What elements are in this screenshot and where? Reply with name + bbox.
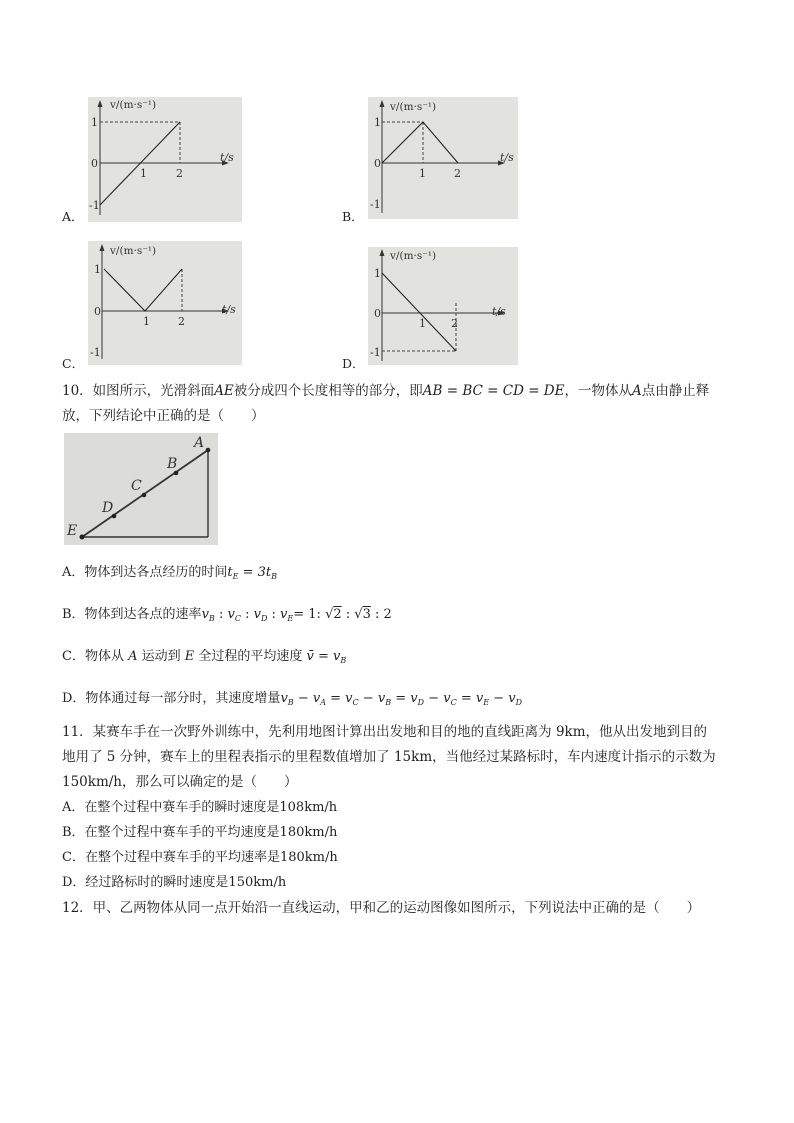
svg-text:0: 0	[91, 157, 98, 170]
svg-text:0: 0	[374, 307, 381, 320]
svg-text:1: 1	[140, 167, 147, 180]
svg-text:-1: -1	[89, 199, 100, 212]
x-axis-label: t/s	[220, 151, 234, 164]
point-d-label: D	[102, 500, 114, 516]
svg-text:t/s: t/s	[492, 305, 506, 318]
point-e-label: E	[67, 523, 78, 539]
svg-text:0: 0	[94, 305, 101, 318]
velocity-line	[382, 273, 456, 351]
graph-d	[368, 247, 518, 365]
svg-text:-1: -1	[90, 346, 101, 359]
svg-text:2: 2	[178, 315, 185, 328]
point-b-label: B	[167, 456, 178, 472]
graph-a	[88, 97, 242, 222]
svg-text:v/(m·s⁻¹): v/(m·s⁻¹)	[390, 250, 437, 262]
q11-stem-line3: 150km/h，那么可以确定的是（ ）	[62, 774, 298, 790]
point-a-label: A	[194, 435, 205, 451]
svg-text:2: 2	[454, 167, 461, 180]
svg-text:1: 1	[94, 263, 101, 276]
q11-option-a[interactable]: A．在整个过程中赛车手的瞬时速度是108km/h	[62, 800, 338, 815]
q11-option-b[interactable]: B．在整个过程中赛车手的平均速度是180km/h	[62, 825, 338, 840]
svg-text:-1: -1	[370, 198, 381, 211]
graph-c	[88, 241, 242, 365]
svg-text:1: 1	[143, 315, 150, 328]
option-a-label: A．	[62, 209, 84, 224]
q11-stem-line1: 11．某赛车手在一次野外训练中，先利用地图计算出出发地和目的地的直线距离为 9km，他从出发地到目的	[62, 724, 708, 740]
svg-text:2: 2	[176, 167, 183, 180]
y-axis-label: v/(m·s⁻¹)	[110, 99, 157, 111]
svg-text:0: 0	[374, 157, 381, 170]
svg-text:1: 1	[419, 167, 426, 180]
svg-text:t/s: t/s	[222, 303, 236, 316]
svg-text:1: 1	[419, 317, 426, 330]
incline-figure	[64, 433, 218, 545]
q10-stem-line1: 10．如图所示，光滑斜面AE被分成四个长度相等的部分，即AB = BC = CD = DE，一物体从A点由静止释	[62, 383, 710, 399]
q11-option-d[interactable]: D．经过路标时的瞬时速度是150km/h	[62, 875, 287, 890]
point-c-label: C	[131, 478, 142, 494]
q11-stem-line2: 地用了 5 分钟，赛车上的里程表指示的里程数值增加了 15km，当他经过某路标时，车内速度计指示的示数为	[62, 749, 716, 765]
svg-text:1: 1	[374, 116, 381, 129]
velocity-line	[382, 122, 458, 163]
q10-option-b[interactable]: B．物体到达各点的速率$v_B$ : $v_C$ : $v_D$ : $v_E= 1$: √2 : √3 : 2	[62, 607, 392, 623]
q10-option-c[interactable]: C．物体从 A 运动到 E 全过程的平均速度 v̄ = $v_B$	[62, 649, 347, 665]
svg-text:v/(m·s⁻¹): v/(m·s⁻¹)	[110, 245, 157, 257]
option-b-label: B．	[342, 209, 364, 224]
option-c-label: C．	[62, 356, 85, 371]
q10-stem-line2: 放，下列结论中正确的是（ ）	[62, 408, 265, 424]
svg-text:-1: -1	[370, 346, 381, 359]
velocity-line	[104, 269, 182, 311]
q10-option-d[interactable]: D．物体通过每一部分时，其速度增量$v_B - v_A = v_C - v_B = v_D - v_C = v_E - v_D$	[62, 691, 523, 707]
option-d-label: D．	[342, 356, 365, 371]
svg-text:1: 1	[91, 116, 98, 129]
svg-text:1: 1	[374, 267, 381, 280]
q10-option-a[interactable]: A．物体到达各点经历的时间$t_E = 3t_B$	[62, 565, 278, 581]
q11-option-c[interactable]: C．在整个过程中赛车手的平均速率是180km/h	[62, 850, 338, 865]
svg-text:2: 2	[451, 317, 458, 330]
graph-b	[368, 97, 518, 219]
svg-text:t/s: t/s	[500, 151, 514, 164]
q12-stem-line1: 12．甲、乙两物体从同一点开始沿一直线运动，甲和乙的运动图像如图所示，下列说法中正确的是（ ）	[62, 900, 701, 916]
svg-text:v/(m·s⁻¹): v/(m·s⁻¹)	[390, 101, 437, 113]
